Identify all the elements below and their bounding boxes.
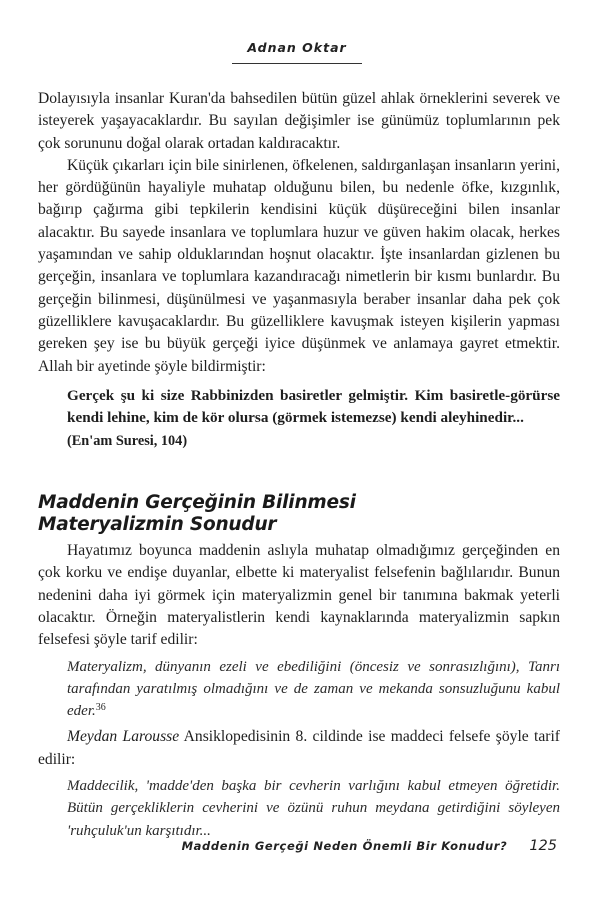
source-title-meydan-larousse: Meydan Larousse — [67, 728, 180, 746]
running-head-author: Adnan Oktar — [247, 40, 347, 55]
page-number: 125 — [529, 838, 557, 854]
footnote-marker: 36 — [95, 702, 106, 714]
quote-1-text: Materyalizm, dünyanın ezeli ve ebediliğini (öncesiz ve sonrasızlığını), Tanrı tarafından yaratılmış olmadığını ve de zaman ve mekanda sonsuzluğunu kabul eder. — [67, 658, 560, 720]
section-heading-line-2: Materyalizmin Sonudur — [38, 514, 277, 536]
verse-reference: (En'am Suresi, 104) — [67, 432, 188, 449]
section-paragraph-2 — [38, 726, 560, 771]
running-footer — [182, 838, 557, 854]
quran-verse-quote — [67, 385, 560, 452]
header-rule — [232, 63, 362, 64]
quote-2-text: Maddecilik, 'madde'den başka bir cevherin varlığını kabul etmeyen öğretidir. Bütün gerçekliklerin cevherini ve özünü ruhun meydana getirdiğini söyleyen 'ruhçuluk'un karşıtıdır... — [67, 778, 560, 839]
body-paragraph-2: Küçük çıkarları için bile sinirlenen, öfkelenen, saldırganlaşan insanların yerini, her gördüğünün hayaliyle muhatap olduğunu bilen, bu nedenle öfke, kızgınlık, bağırıp çağırma gibi tepkilerin kendisini küçük düşüreceğini bilen insanlar alacaktır. Bu sayede insanlara ve toplumlara huzur ve güven hakim olacak, herkes yaşamından ve sahip olduklarından hoşnut olacaktır. İşte insanlardan gizlenen bu gerçeğin, insanlara ve toplumlara kazandıracağı nimetlerin bir kısmı bunlardır. Bu gerçeğin bilinmesi, düşünülmesi ve yaşanmasıyla beraber insanlar daha pek çok güzelliklere kavuşacaklardır. Bu güzelliklere kavuşmak isteyen kişilerin yapması gereken şey ise bu büyük gerçeği iyice düşünmek ve anlamaya gayret etmektir. Allah bir ayetinde şöyle bildirmiştir: — [38, 156, 560, 375]
body-paragraph-1: Dolayısıyla insanlar Kuran'da bahsedilen bütün güzel ahlak örneklerini severek ve isteyerek yaşayacaklardır. Bu sayılan değişimler ise günümüz toplumlarının pek çok sorununu doğal olarak ortadan kaldıracaktır. — [38, 90, 560, 152]
section-heading — [38, 492, 560, 536]
section-heading-line-1: Maddenin Gerçeğinin Bilinmesi — [38, 492, 356, 514]
verse-text: Gerçek şu ki size Rabbinizden basiretler gelmiştir. Kim basiretle-görürse kendi lehine, kim de kör olursa (görmek istemezse) kendi aleyhinedir... — [67, 386, 560, 427]
larousse-definition-quote — [67, 775, 560, 842]
page-body — [38, 88, 560, 846]
footer-chapter-title: Maddenin Gerçeği Neden Önemli Bir Konudur? — [181, 839, 508, 853]
materialism-definition-quote — [67, 656, 560, 723]
section-paragraph-1: Hayatımız boyunca maddenin aslıyla muhatap olmadığımız gerçeğinden en çok korku ve endişe duyanlar, elbette ki materyalist felsefenin bağlılarıdır. Bunun nedenini daha iyi görmek için materyalizmin genel bir tanımına bakmak yeterli olacaktır. Örneğin materyalistlerin kendi kaynaklarında materyalizmin sapkın felsefesi şöyle tarif edilir: — [38, 542, 560, 649]
section-paragraph-2-text: Ansiklopedisinin 8. cildinde ise maddeci felsefe şöyle tarif edilir: — [38, 728, 560, 768]
